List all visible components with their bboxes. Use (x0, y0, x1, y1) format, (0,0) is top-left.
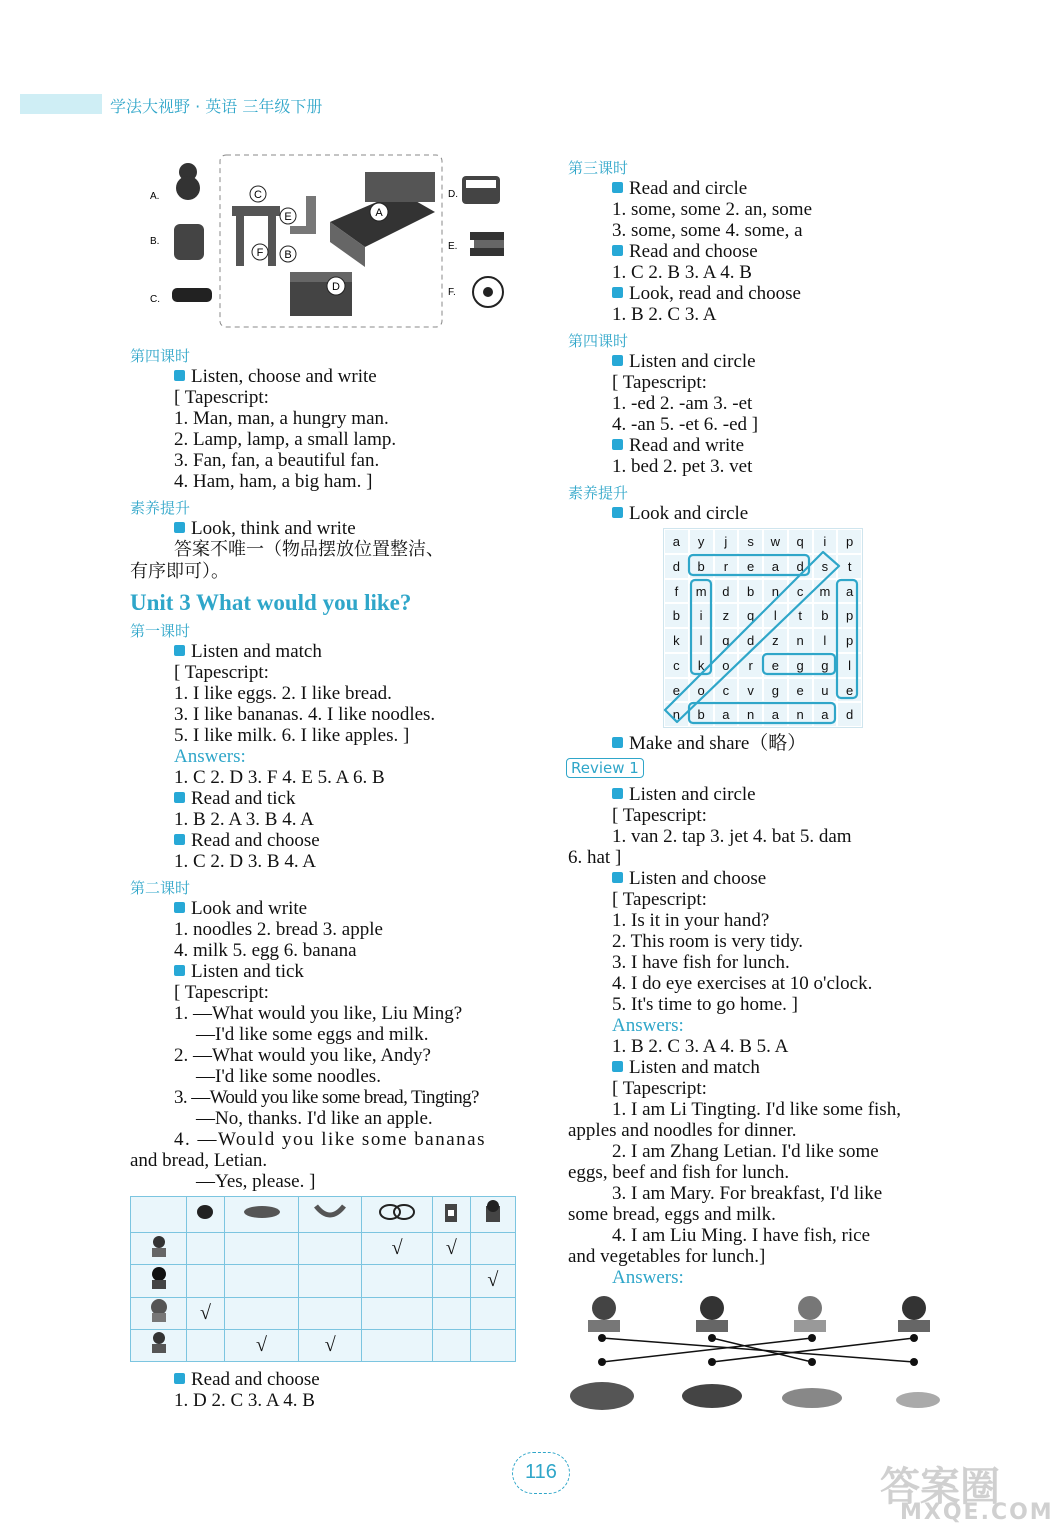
tick-mark: √ (362, 1233, 433, 1265)
tapescript-line: [ Tapescript: (612, 889, 707, 910)
grid-letter: n (788, 702, 813, 727)
answer-line: 1. C 2. B 3. A 4. B (612, 262, 752, 283)
lesson1-title: 第一课时 (130, 622, 191, 640)
task-title: Read and tick (174, 788, 295, 809)
tapescript-line: —Yes, please. ] (196, 1171, 316, 1192)
tapescript-line: 4. —Would you like some bananas (174, 1129, 486, 1150)
egg-food-icon (187, 1197, 225, 1233)
picture-exercise (140, 152, 520, 330)
grid-letter: u (813, 678, 838, 703)
task-title: Listen and match (174, 641, 322, 662)
tapescript-line: 3. Fan, fan, a beautiful fan. (174, 450, 380, 471)
banana-food-icon (299, 1197, 362, 1233)
grid-letter: p (837, 529, 862, 554)
grid-letter: m (813, 579, 838, 604)
tapescript-line: 5. It's time to go home. ] (612, 994, 799, 1015)
task-title: Read and circle (612, 178, 747, 199)
grid-letter: e (738, 554, 763, 579)
food-plate-icon (570, 1382, 634, 1410)
pic-label-e: E. (448, 241, 458, 252)
grid-letter: c (664, 653, 689, 678)
grid-letter: e (664, 678, 689, 703)
grid-letter: p (837, 628, 862, 653)
child-avatar (131, 1329, 187, 1361)
grid-letter: n (763, 579, 788, 604)
grid-letter: o (689, 678, 714, 703)
tick-mark: √ (224, 1329, 298, 1361)
scene-label-c: C (254, 189, 262, 201)
tapescript-line: 1. van 2. tap 3. jet 4. bat 5. dam (612, 826, 852, 847)
grid-letter: q (714, 628, 739, 653)
desk-and-chair-icon (232, 196, 316, 266)
tapescript-line: 2. Lamp, lamp, a small lamp. (174, 429, 397, 450)
grid-letter: b (664, 603, 689, 628)
child-avatar (696, 1296, 728, 1332)
tapescript-line: 1. -ed 2. -am 3. -et (612, 393, 753, 414)
task-title: Read and choose (174, 830, 320, 851)
tapescript-line: [ Tapescript: (612, 805, 707, 826)
tapescript-line: [ Tapescript: (612, 1078, 707, 1099)
header-cell (131, 1197, 187, 1233)
answers-label: Answers: (174, 746, 246, 767)
grid-letter: q (788, 529, 813, 554)
task-title: Listen, choose and write (174, 366, 377, 387)
literacy-title: 素养提升 (568, 484, 629, 502)
grid-letter: g (763, 678, 788, 703)
task-title: Listen and circle (612, 784, 756, 805)
answers-label: Answers: (612, 1267, 684, 1288)
tapescript-line: [ Tapescript: (174, 662, 269, 683)
circle-apple (837, 580, 857, 698)
task-title: Read and choose (612, 241, 758, 262)
task-title: Read and choose (174, 1369, 320, 1390)
match-line (602, 1338, 812, 1362)
grid-letter: c (714, 678, 739, 703)
pic-label-d: D. (448, 189, 458, 200)
tick-table (130, 1196, 516, 1362)
grid-letter: a (664, 529, 689, 554)
backpack-icon (174, 224, 204, 260)
answer-line: 1. noodles 2. bread 3. apple (174, 919, 383, 940)
grid-letter: d (788, 554, 813, 579)
grid-letter: b (689, 554, 714, 579)
tapescript-line: and bread, Letian. (130, 1150, 268, 1171)
task-title: Listen and circle (612, 351, 756, 372)
grid-letter: a (813, 702, 838, 727)
pencil-case-icon (172, 288, 212, 302)
tapescript-line: 1. Man, man, a hungry man. (174, 408, 389, 429)
grid-letter: n (738, 702, 763, 727)
tapescript-line: 4. I do eye exercises at 10 o'clock. (612, 973, 873, 994)
answer-line: 1. B 2. A 3. B 4. A (174, 809, 314, 830)
tapescript-line: 2. This room is very tidy. (612, 931, 804, 952)
grid-letter: d (714, 579, 739, 604)
lesson4-title: 第四课时 (130, 347, 191, 365)
grid-letter: b (738, 579, 763, 604)
grid-letter: i (689, 603, 714, 628)
food-plate-icon (682, 1384, 742, 1408)
bus-icon (462, 176, 500, 204)
food-plate-icon (782, 1388, 842, 1408)
grid-letter: z (714, 603, 739, 628)
tapescript-line: 6. hat ] (568, 847, 622, 868)
answer-line: 1. C 2. D 3. F 4. E 5. A 6. B (174, 767, 385, 788)
pic-label-a: A. (150, 191, 160, 202)
tapescript-line: 3. I am Mary. For breakfast, I'd like (612, 1183, 883, 1204)
grid-letter: d (664, 554, 689, 579)
match-answers-illustration (566, 1292, 956, 1420)
grid-letter: b (689, 702, 714, 727)
tapescript-line: eggs, beef and fish for lunch. (568, 1162, 790, 1183)
tapescript-line: 4. Ham, ham, a big ham. ] (174, 471, 373, 492)
grid-letter: a (763, 554, 788, 579)
grid-letter: a (714, 702, 739, 727)
grid-letter: s (738, 529, 763, 554)
child-avatar (131, 1265, 187, 1297)
tapescript-line: 4. I am Liu Ming. I have fish, rice (612, 1225, 871, 1246)
grid-letter: i (813, 529, 838, 554)
milk-food-icon (432, 1197, 470, 1233)
toy-box-icon (290, 272, 352, 316)
scene-label-b: B (284, 249, 292, 261)
match-line (602, 1338, 914, 1362)
task-title: Make and share（略） (612, 733, 806, 754)
grid-letter: o (714, 653, 739, 678)
grid-letter: k (689, 653, 714, 678)
answer-line: 1. C 2. D 3. B 4. A (174, 851, 316, 872)
tapescript-line: apples and noodles for dinner. (568, 1120, 797, 1141)
tick-mark: √ (470, 1265, 515, 1297)
child-avatar (794, 1296, 826, 1332)
grid-letter: n (788, 628, 813, 653)
grid-letter: n (664, 702, 689, 727)
tick-mark: √ (187, 1297, 225, 1329)
answer-line: 1. D 2. C 3. A 4. B (174, 1390, 315, 1411)
task-title: Listen and tick (174, 961, 304, 982)
task-title: Look and circle (612, 503, 748, 524)
grid-letter: q (738, 603, 763, 628)
tapescript-line: 1. Is it in your hand? (612, 910, 770, 931)
circle-egg (763, 654, 835, 674)
task-title: Look and write (174, 898, 307, 919)
answer-line: 3. some, some 4. some, a (612, 220, 803, 241)
tapescript-line: 4. -an 5. -et 6. -ed ] (612, 414, 759, 435)
football-icon (473, 277, 503, 307)
tapescript-line: 1. I am Li Tingting. I'd like some fish, (612, 1099, 901, 1120)
task-title: Listen and choose (612, 868, 766, 889)
grid-letter: s (813, 554, 838, 579)
grid-letter: b (813, 603, 838, 628)
grid-letter: m (689, 579, 714, 604)
child-avatar (588, 1296, 620, 1332)
circle-bread (689, 555, 809, 575)
tick-mark: √ (299, 1329, 362, 1361)
answer-line: 1. some, some 2. an, some (612, 199, 813, 220)
food-plate-icon (896, 1392, 940, 1408)
pic-label-b: B. (150, 236, 160, 247)
grid-letter: f (664, 579, 689, 604)
scene-label-f: F (256, 247, 264, 259)
grid-letter: a (763, 702, 788, 727)
answers-label: Answers: (612, 1015, 684, 1036)
answer-line: 1. B 2. C 3. A 4. B 5. A (612, 1036, 789, 1057)
grid-letter: t (837, 554, 862, 579)
answer-line: 有序即可）。 (130, 561, 229, 582)
tapescript-line: 1. I like eggs. 2. I like bread. (174, 683, 392, 704)
header-bar (20, 94, 102, 114)
tapescript-line: 2. I am Zhang Letian. I'd like some (612, 1141, 879, 1162)
books-icon (470, 232, 504, 256)
tapescript-line: and vegetables for lunch.] (568, 1246, 766, 1267)
word-circles-overlay (663, 528, 861, 726)
tapescript-line: —I'd like some eggs and milk. (196, 1024, 429, 1045)
unit-title: Unit 3 What would you like? (130, 590, 412, 615)
lesson2-title: 第二课时 (130, 879, 191, 897)
tapescript-line: [ Tapescript: (612, 372, 707, 393)
lesson3-title: 第三课时 (568, 159, 629, 177)
noodles-food-icon (362, 1197, 433, 1233)
bread-food-icon (224, 1197, 298, 1233)
task-title: Read and write (612, 435, 744, 456)
scene-label-e: E (284, 211, 292, 223)
task-title: Look, read and choose (612, 283, 801, 304)
grid-letter: k (664, 628, 689, 653)
grid-letter: e (763, 653, 788, 678)
apple-food-icon (470, 1197, 515, 1233)
pic-label-f: F. (448, 287, 456, 298)
tapescript-line: some bread, eggs and milk. (568, 1204, 776, 1225)
task-title: Listen and match (612, 1057, 760, 1078)
grid-letter: t (788, 603, 813, 628)
watermark-url: MXQE.COM (900, 1500, 1054, 1525)
tapescript-line: [ Tapescript: (174, 387, 269, 408)
grid-letter: g (813, 653, 838, 678)
grid-letter: l (813, 628, 838, 653)
tapescript-line: 2. —What would you like, Andy? (174, 1045, 431, 1066)
grid-letter: r (738, 653, 763, 678)
answer-line: 1. bed 2. pet 3. vet (612, 456, 753, 477)
circle-milk (691, 580, 711, 674)
tapescript-line: 3. I like bananas. 4. I like noodles. (174, 704, 436, 725)
grid-letter: w (763, 529, 788, 554)
grid-letter: l (837, 653, 862, 678)
match-line (712, 1338, 812, 1362)
grid-letter: a (837, 579, 862, 604)
tick-mark: √ (432, 1233, 470, 1265)
tapescript-line: 3. I have fish for lunch. (612, 952, 790, 973)
tapescript-line: 1. —What would you like, Liu Ming? (174, 1003, 463, 1024)
tapescript-line: —I'd like some noodles. (196, 1066, 381, 1087)
task-title: Look, think and write (174, 518, 356, 539)
tapescript-line: 5. I like milk. 6. I like apples. ] (174, 725, 410, 746)
answer-line: 4. milk 5. egg 6. banana (174, 940, 357, 961)
grid-letter: e (788, 678, 813, 703)
teddy-bear-icon (176, 163, 200, 200)
lesson4-title: 第四课时 (568, 332, 629, 350)
grid-letter: d (738, 628, 763, 653)
room-scene-illustration (140, 152, 520, 330)
page-number: 116 (512, 1452, 570, 1494)
grid-letter: e (837, 678, 862, 703)
pic-label-c: C. (150, 294, 160, 305)
grid-letter: p (837, 603, 862, 628)
circle-banana (689, 703, 835, 723)
child-avatar (898, 1296, 930, 1332)
answer-line: 1. B 2. C 3. A (612, 304, 717, 325)
grid-letter: l (763, 603, 788, 628)
child-avatar (131, 1297, 187, 1329)
scene-label-d: D (332, 281, 340, 293)
grid-letter: d (837, 702, 862, 727)
grid-letter: v (738, 678, 763, 703)
answer-line: 答案不唯一（物品摆放位置整洁、 (174, 539, 444, 560)
tapescript-line: 3. —Would you like some bread, Tingting? (174, 1087, 479, 1108)
literacy-title: 素养提升 (130, 499, 191, 517)
grid-letter: r (714, 554, 739, 579)
header-title: 学法大视野 · 英语 三年级下册 (110, 97, 323, 116)
grid-letter: c (788, 579, 813, 604)
grid-letter: z (763, 628, 788, 653)
tapescript-line: [ Tapescript: (174, 982, 269, 1003)
grid-letter: j (714, 529, 739, 554)
scene-label-a: A (375, 207, 383, 219)
grid-letter: y (689, 529, 714, 554)
grid-letter: g (788, 653, 813, 678)
watermark-logo: 答案圈 (880, 1464, 1000, 1510)
review-badge: Review 1 (566, 758, 644, 778)
grid-letter: l (689, 628, 714, 653)
tapescript-line: —No, thanks. I'd like an apple. (196, 1108, 433, 1129)
child-avatar (131, 1233, 187, 1265)
